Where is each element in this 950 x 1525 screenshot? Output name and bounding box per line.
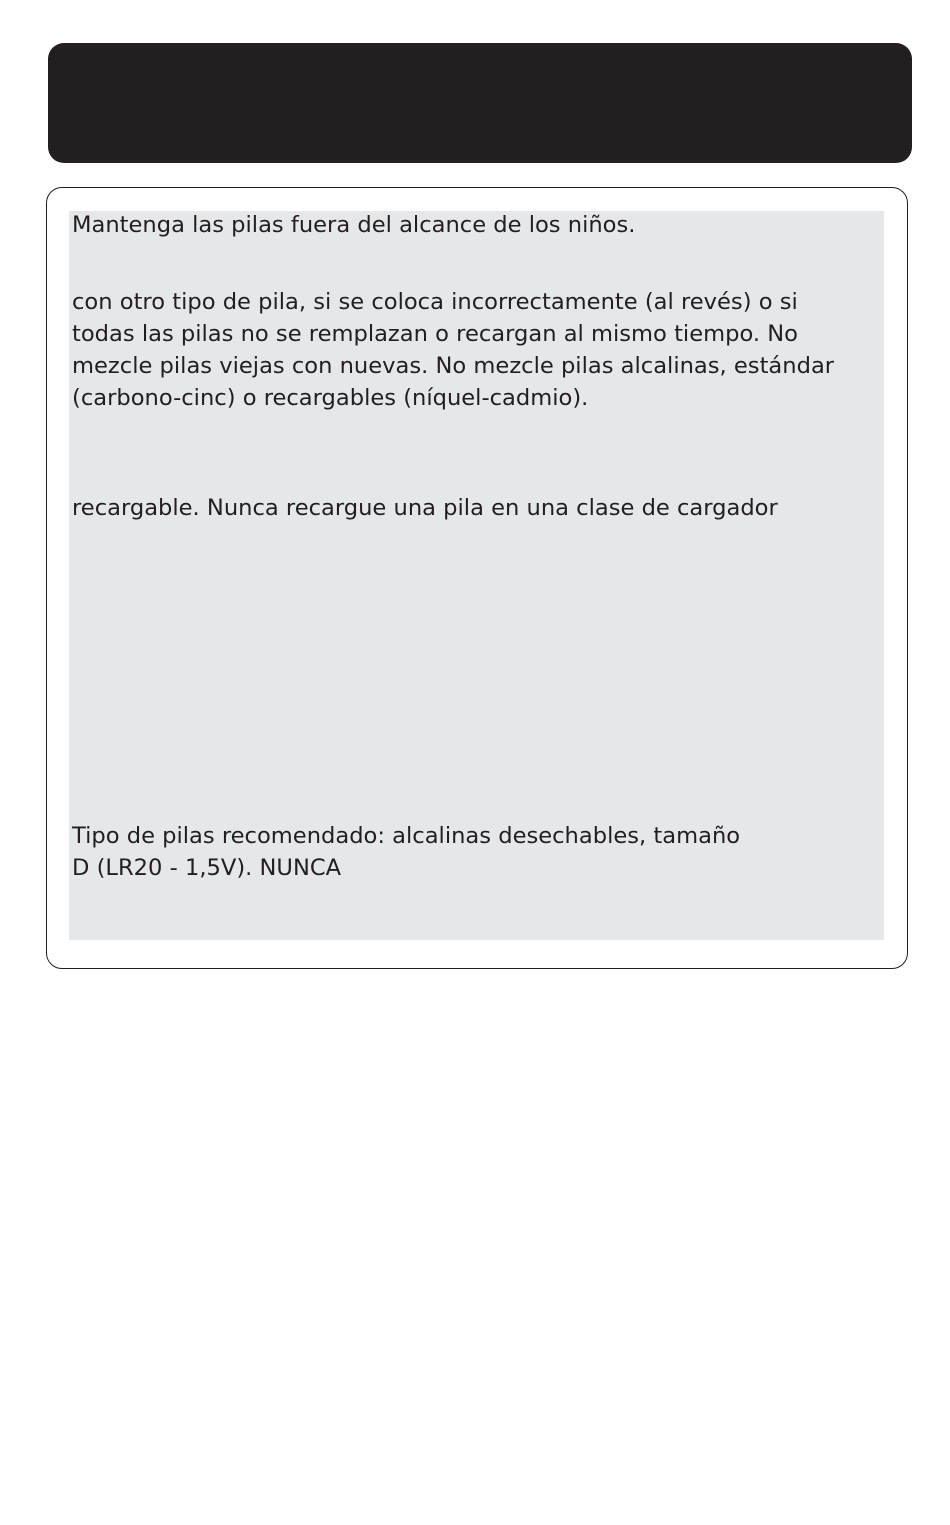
warning-paragraph-mixing: con otro tipo de pila, si se coloca incorrectamente (al revés) o si todas las pilas no se remplazan o recargan al mismo tiempo. No mezcle pilas viejas con nuevas. No mezcle pilas alcalinas, estándar (carbono-cinc) o recargables (níquel-cadmio). — [72, 289, 835, 411]
warning-panel — [69, 211, 884, 940]
battery-warning-box — [46, 187, 908, 969]
warning-paragraph-recharging: recargable. Nunca recargue una pila en una clase de cargador — [72, 495, 778, 521]
warning-paragraph-children: Mantenga las pilas fuera del alcance de los niños. — [72, 212, 636, 238]
header-bar — [48, 43, 912, 163]
warning-paragraph-battery-type: Tipo de pilas recomendado: alcalinas desechables, tamaño D (LR20 - 1,5V). NUNCA — [72, 823, 741, 881]
